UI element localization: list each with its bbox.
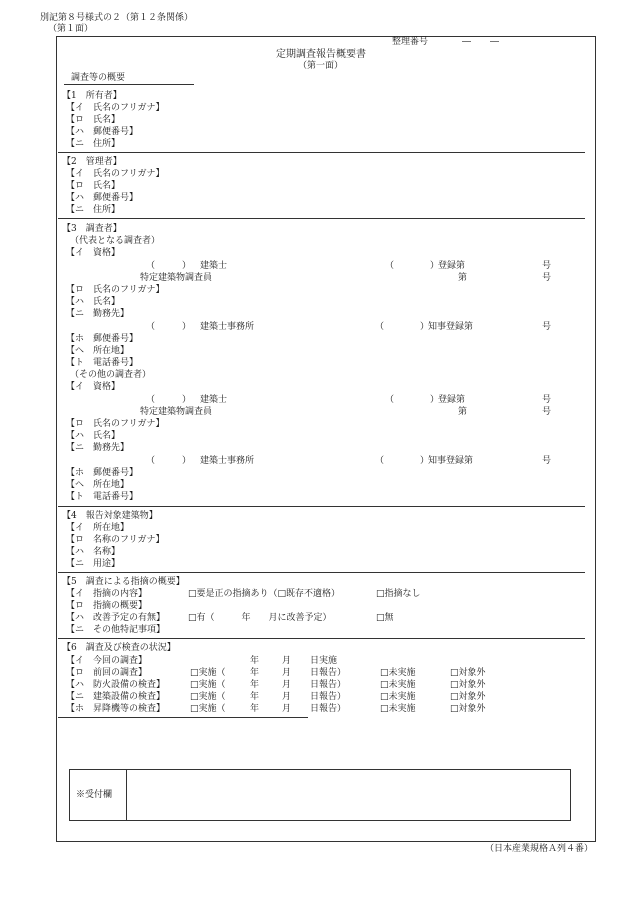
divider [58,218,585,219]
page-label: （第１面） [48,24,94,34]
s3-kenchikushi: 建築士 [200,261,228,271]
s5-other: 【ニ その他特記事項】 [66,625,166,635]
s6-row-not-implemented: □未実施 [380,668,416,678]
s3-go: 号 [542,395,552,405]
form-id: 別記第８号様式の２（第１２条関係） [40,13,194,23]
s6-row-month: 月 [282,656,292,666]
s6-row-label: 【ハ 防火設備の検査】 [66,680,166,690]
s6-row-not-implemented: □未実施 [380,680,416,690]
s6-row-month: 月 [282,680,292,690]
page-title: 定期調査報告概要書 [276,49,366,60]
form-frame [56,36,596,842]
s6-row-not-applicable: □対象外 [450,692,486,702]
s6-row-day: 日報告） [310,692,347,702]
overview-label: 調査等の概要 [71,73,126,83]
s3-reg-paren: （ ） [385,261,440,271]
s3-name: 【ハ 氏名】 [66,431,121,441]
s5-opt-none: □指摘なし [376,589,421,599]
s4-name-furigana: 【ロ 名称のフリガナ】 [66,535,165,545]
s6-row-implemented: □実施（ [190,692,226,702]
s4-location: 【イ 所在地】 [66,523,130,533]
s1-furigana: 【イ 氏名のフリガナ】 [66,103,165,113]
s6-row-label: 【ロ 前回の調査】 [66,668,148,678]
s3-workplace: 【ニ 勤務先】 [66,443,130,453]
s3-go: 号 [542,322,552,332]
s6-row-year: 年 [250,692,260,702]
s6-row-not-applicable: □対象外 [450,668,486,678]
s3-furigana: 【ロ 氏名のフリガナ】 [66,285,165,295]
page-subtitle: （第一面） [298,61,344,71]
s1-address: 【ニ 住所】 [66,139,121,149]
s2-heading: 【2 管理者】 [62,157,122,167]
s6-row-implemented: □実施（ [190,680,226,690]
s6-row-month: 月 [282,704,292,714]
s3-go: 号 [542,407,552,417]
s5-content: 【イ 指摘の内容】 [66,589,148,599]
s3-postal: 【ホ 郵便番号】 [66,468,139,478]
s6-row-month: 月 [282,692,292,702]
s5-improvement: 【ハ 改善予定の有無】 [66,613,166,623]
s3-go: 号 [542,261,552,271]
s1-postal: 【ハ 郵便番号】 [66,127,139,137]
s6-row-label: 【ニ 建築設備の検査】 [66,692,166,702]
s4-use: 【ニ 用途】 [66,559,121,569]
paper-size-note: （日本産業規格Ａ列４番） [485,844,594,854]
s3-tokutei: 特定建築物調査員 [140,407,213,417]
s6-row-implemented: □実施（ [190,668,226,678]
s6-row-not-implemented: □未実施 [380,704,416,714]
divider [58,572,585,573]
s3-gov-reg: 知事登録第 [428,456,474,466]
s3-heading: 【3 調査者】 [62,224,122,234]
s2-name: 【ロ 氏名】 [66,181,121,191]
s6-underline [58,717,308,718]
divider [58,152,585,153]
s6-row-year: 年 [250,668,260,678]
s6-row-day: 日報告） [310,704,347,714]
s6-row-not-applicable: □対象外 [450,680,486,690]
s3-paren: （ ） [146,322,192,332]
s3-reg-no: 登録第 [438,395,466,405]
s2-furigana: 【イ 氏名のフリガナ】 [66,169,165,179]
s3-workplace: 【ニ 勤務先】 [66,309,130,319]
divider [58,638,585,639]
s6-row-label: 【イ 今回の調査】 [66,656,148,666]
s6-row-day: 日実施 [310,656,338,666]
s3-paren: （ ） [146,261,192,271]
s6-row-label: 【ホ 昇降機等の検査】 [66,704,166,714]
s6-row-year: 年 [250,704,260,714]
s5-heading: 【5 調査による指摘の概要】 [62,577,185,587]
s6-heading: 【6 調査及び検査の状況】 [62,643,176,653]
s5-summary: 【ロ 指摘の概要】 [66,601,148,611]
s3-postal: 【ホ 郵便番号】 [66,334,139,344]
s3-rep-label: （代表となる調査者） [70,236,161,246]
ref-number-label: 整理番号 [392,37,429,47]
s3-dai: 第 [458,407,468,417]
s3-others-label: （その他の調査者） [70,370,152,380]
s1-heading: 【1 所有者】 [62,91,122,101]
s5-opt-yes: □有（ 年 月に改善予定） [188,613,332,623]
s3-gov-reg: 知事登録第 [428,322,474,332]
s3-kenchikushi: 建築士 [200,395,228,405]
s3-go: 号 [542,456,552,466]
divider [58,506,585,507]
s3-phone: 【ト 電話番号】 [66,358,139,368]
s3-tokutei: 特定建築物調査員 [140,273,213,283]
overview-underline [64,84,194,85]
s3-location: 【ヘ 所在地】 [66,480,130,490]
s2-address: 【ニ 住所】 [66,205,121,215]
s3-location: 【ヘ 所在地】 [66,346,130,356]
s3-paren: （ ） [146,456,192,466]
s6-row-month: 月 [282,668,292,678]
s3-office: 建築士事務所 [200,322,255,332]
s3-qualification: 【イ 資格】 [66,382,121,392]
s3-qualification: 【イ 資格】 [66,248,121,258]
s3-furigana: 【ロ 氏名のフリガナ】 [66,419,165,429]
s3-reg-paren: （ ） [375,456,430,466]
s3-go: 号 [542,273,552,283]
s3-reg-paren: （ ） [385,395,440,405]
s3-reg-no: 登録第 [438,261,466,271]
s6-row-year: 年 [250,680,260,690]
s3-dai: 第 [458,273,468,283]
s6-row-year: 年 [250,656,260,666]
s6-row-day: 日報告） [310,668,347,678]
s6-row-not-implemented: □未実施 [380,692,416,702]
ref-dash-2: ― [490,37,499,47]
ref-dash-1: ― [462,37,471,47]
s3-reg-paren: （ ） [375,322,430,332]
s4-heading: 【4 報告対象建築物】 [62,511,158,521]
s6-row-not-applicable: □対象外 [450,704,486,714]
s6-row-day: 日報告） [310,680,347,690]
receipt-box [69,769,571,821]
s3-name: 【ハ 氏名】 [66,297,121,307]
receipt-label: ※受付欄 [76,790,113,800]
s6-row-implemented: □実施（ [190,704,226,714]
s1-name: 【ロ 氏名】 [66,115,121,125]
s5-opt-correction: □要是正の指摘あり（□既存不適格） [188,589,341,599]
receipt-divider [126,770,127,820]
s2-postal: 【ハ 郵便番号】 [66,193,139,203]
s3-phone: 【ト 電話番号】 [66,492,139,502]
s3-office: 建築士事務所 [200,456,255,466]
s5-opt-no: □無 [376,613,394,623]
s3-paren: （ ） [146,395,192,405]
s4-name: 【ハ 名称】 [66,547,121,557]
